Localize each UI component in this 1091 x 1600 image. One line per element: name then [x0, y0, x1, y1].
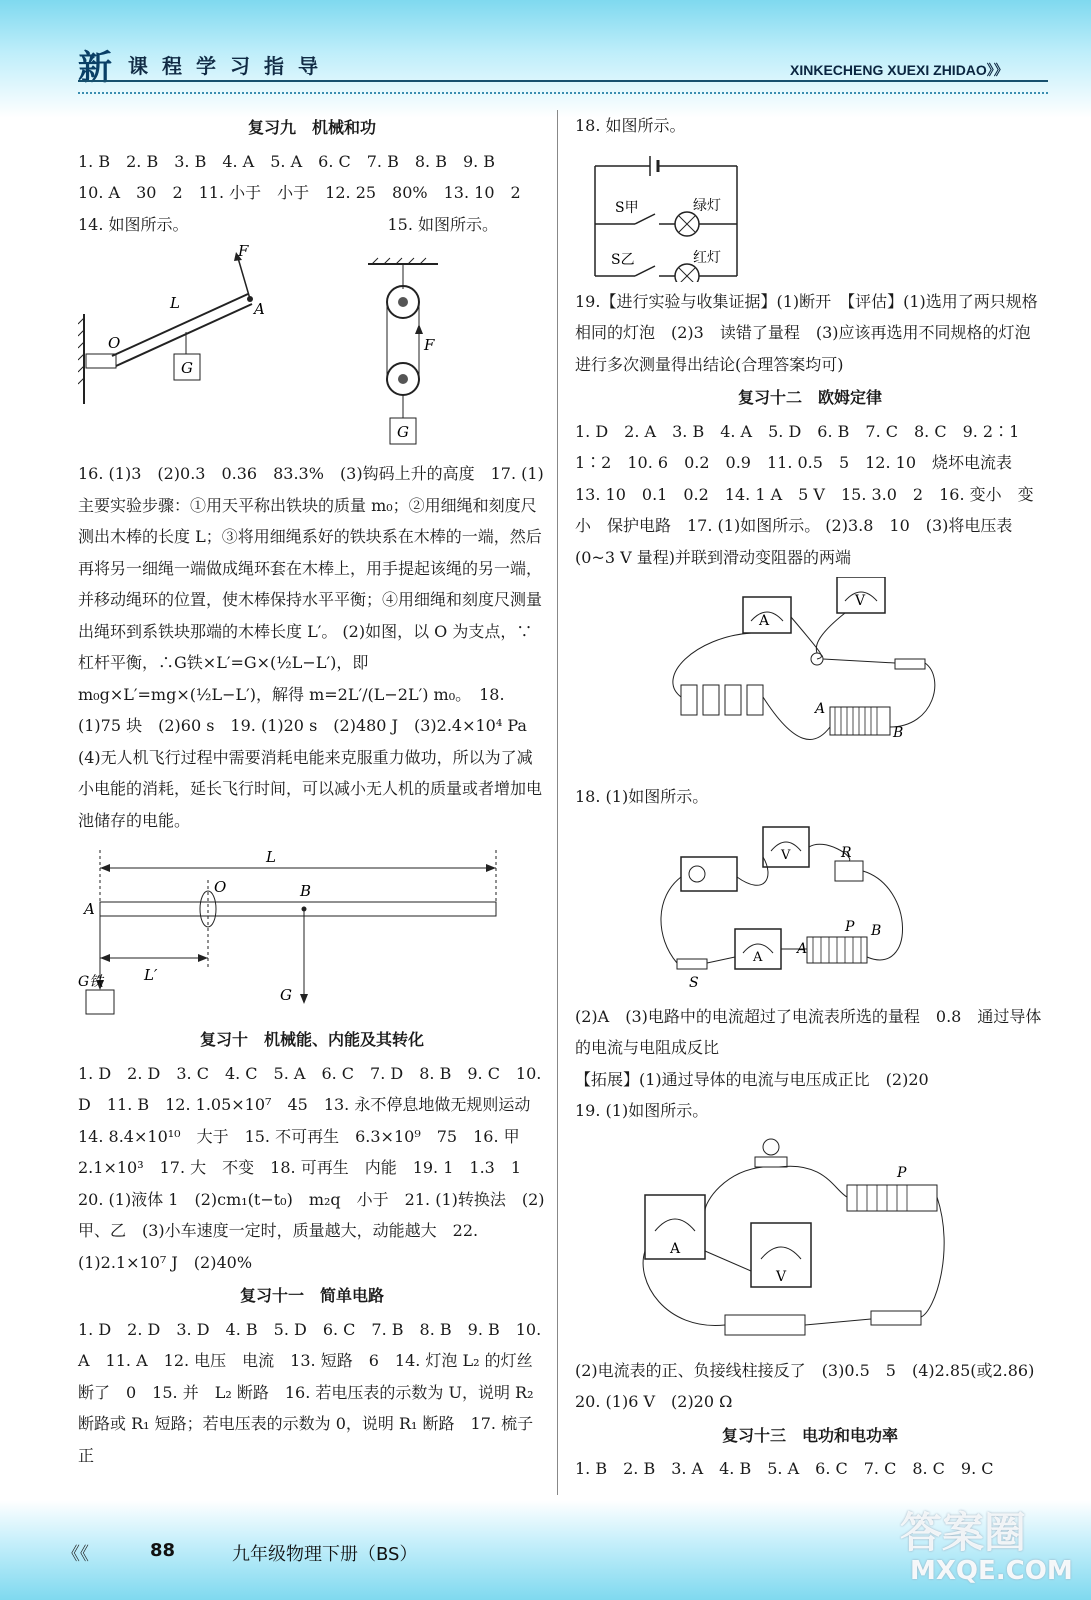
section-title: 复习九 机械和功: [247, 118, 376, 137]
label-P: P: [897, 1164, 907, 1181]
logo: 新: [78, 48, 112, 88]
label-end-A: A: [797, 940, 808, 957]
label-B: B: [300, 882, 312, 900]
figure-circuit-17: [575, 577, 1045, 777]
section-title: 复习十三 电功和电功率: [721, 1425, 898, 1445]
watermark-url: MXQE.COM: [910, 1556, 1073, 1586]
label-green-lamp: 绿灯: [693, 197, 721, 214]
label-voltmeter: V: [781, 847, 791, 863]
lever-pulley-diagram: [78, 244, 538, 454]
answer-paragraph: 1. D 2. D 3. C 4. C 5. A 6. C 7. D 8. B 9. C 10. D 11. B 12. 1.05×10⁷ 45 13. 永不停息地做无规则运动 14. 8.4×10¹⁰ 大于 15. 不可再生 6.3×10⁹ 75 16. 甲 2.1×10³ 17. 大 不变 18. 可再生 内能 19. 1 1.3 1 20. (1)液体 1 (2)cm₁(t−t₀) m₂q 小于 21. (1)转换法 (2)甲、乙 (3)小车速度一定时，质量越大，动能越大 22. (1)2.1×10⁷ J (2)40%: [78, 1063, 547, 1272]
circuit-19-diagram: [575, 1131, 1045, 1351]
label-L: L: [266, 848, 276, 866]
figure-circuit-19: [575, 1131, 1045, 1351]
figure-lever-pulley: [78, 244, 546, 454]
label-B: B: [871, 922, 882, 939]
label-ammeter: A: [670, 1240, 681, 1257]
answer-paragraph: 16. (1)3 (2)0.3 0.36 83.3% (3)钩码上升的高度 17. (1)主要实验步骤：①用天平称出铁块的质量 m₀；②用细绳和刻度尺测出木棒的长度 L；③将用细绳系好的铁块系在木棒的一端，然后再将另一细绳一端做成绳环套在木棒上，用手提起该绳的另一端，并移动绳环的位置，使木棒保持水平平衡；④用细绳和刻度尺测量出绳环到系铁块那端的木棒长度 L′。 (2)如图，以 O 为支点，∵杠杆平衡，∴G铁×L′=G×(½L−L′)，即 m₀g×L′=mg×(½L−L′)，解得 m=2L′/(L−2L′) m₀。 18. (1)75 块 (2)60 s 19. (1)20 s (2)480 J (3)2.4×10⁴ Pa (4)无人机飞行过程中需要消耗电能来克服重力做功，所以为了减小电能的消耗，延长飞行时间，可以减小无人机的质量或者增加电池储存的电能。: [78, 464, 544, 830]
answer-line: 18. (1)如图所示。: [575, 787, 709, 806]
answer-line: 19. (1)如图所示。: [575, 1101, 709, 1120]
label-red-lamp: 红灯: [693, 249, 721, 266]
extension-answer: 【拓展】(1)通过导体的电流与电压成正比 (2)20: [575, 1069, 929, 1089]
answer-line: 15. 如图所示。: [387, 214, 498, 234]
label-end-B: B: [893, 725, 904, 741]
label-S: S: [689, 974, 699, 991]
figure-rod-lever: [78, 840, 546, 1020]
label-O: O: [108, 334, 121, 352]
answer-paragraph: 1. D 2. D 3. D 4. B 5. D 6. C 7. B 8. B 9. B 10. A 11. A 12. 电压 电流 13. 短路 6 14. 灯泡 L₂ 的灯丝断了 0 15. 并 L₂ 断路 16. 若电压表的示数为 U，说明 R₂ 断路或 R₁ 短路；若电压表的示数为 0，说明 R₁ 断路 17. 梳子 正: [78, 1319, 550, 1465]
label-voltmeter: V: [855, 593, 866, 609]
left-column: [78, 110, 550, 1471]
label-ammeter: A: [753, 949, 763, 965]
footer-arrows: 《《: [62, 1544, 89, 1565]
traffic-light-circuit-diagram: [575, 146, 775, 282]
label-P: P: [845, 918, 855, 935]
label-end-A: A: [815, 701, 826, 717]
answer-paragraph: (2)A (3)电路中的电流超过了电流表所选的量程 0.8 通过导体的电流与电阻成反比: [575, 1006, 1042, 1057]
rod-lever-diagram: [78, 840, 546, 1020]
label-G: G: [181, 359, 193, 377]
column-separator: [557, 110, 558, 1495]
label-G-iron: G铁: [78, 974, 104, 990]
header-rule: [78, 80, 1048, 82]
header-dotted-rule: [78, 92, 1048, 94]
answer-line: 20. (1)6 V (2)20 Ω: [575, 1392, 733, 1411]
label-R: R: [841, 844, 852, 861]
label-F: F: [238, 244, 249, 260]
figure-circuit-18: [575, 817, 1045, 997]
answer-paragraph: 1. D 2. A 3. B 4. A 5. D 6. B 7. C 8. C 9. 2∶1 1∶2 10. 6 0.2 0.9 11. 0.5 5 12. 10 烧坏电流表 13. 10 0.1 0.2 14. 1 A 5 V 15. 3.0 2 16. 变小 变小 保护电路 17. (1)如图所示。 (2)3.8 10 (3)将电压表(0~3 V 量程)并联到滑动变阻器的两端: [575, 421, 1036, 567]
answer-line: 14. 如图所示。: [78, 214, 189, 234]
answer-line: 1. B 2. B 3. B 4. A 5. A 6. C 7. B 8. B 9. B: [78, 151, 496, 171]
book-title: 九年级物理下册（BS）: [232, 1544, 418, 1565]
answer-line: 1. B 2. B 3. A 4. B 5. A 6. C 7. C 8. C 9. C: [575, 1459, 994, 1478]
page-number: 88: [150, 1540, 176, 1561]
brand-title: 课程学习指导: [128, 54, 332, 78]
circuit-17-diagram: [575, 577, 1045, 777]
label-G: G: [280, 986, 292, 1004]
section-title: 复习十二 欧姆定律: [737, 388, 882, 407]
label-G: G: [397, 423, 409, 441]
section-title: 复习十一 简单电路: [239, 1286, 384, 1305]
circuit-18-diagram: [575, 817, 1045, 997]
figure-traffic-light-circuit: [575, 146, 1045, 282]
label-switch-1: S甲: [615, 199, 639, 216]
label-voltmeter: V: [776, 1268, 787, 1285]
label-L: L: [170, 294, 180, 312]
label-F: F: [424, 336, 435, 354]
answer-paragraph: (2)电流表的正、负接线柱接反了 (3)0.5 5 (4)2.85(或2.86): [575, 1360, 1035, 1380]
label-O: O: [214, 878, 227, 896]
right-column: [575, 110, 1045, 1485]
label-A: A: [84, 900, 95, 918]
label-A: A: [254, 300, 265, 318]
answer-paragraph: 19.【进行实验与收集证据】(1)断开 【评估】(1)选用了两只规格相同的灯泡 (2)3 读错了量程 (3)应该再选用不同规格的灯泡进行多次测量得出结论(合理答案均可): [575, 291, 1038, 374]
answer-line: 10. A 30 2 11. 小于 小于 12. 25 80% 13. 10 2: [78, 183, 521, 202]
watermark-logo: 答案圈: [900, 1508, 1027, 1557]
label-ammeter: A: [759, 613, 770, 629]
label-switch-2: S乙: [611, 251, 635, 268]
section-title: 复习十 机械能、内能及其转化: [199, 1030, 424, 1049]
answer-line: 18. 如图所示。: [575, 116, 686, 135]
label-Lprime: L′: [144, 966, 158, 984]
brand-pinyin: XINKECHENG XUEXI ZHIDAO》》: [790, 62, 1008, 78]
